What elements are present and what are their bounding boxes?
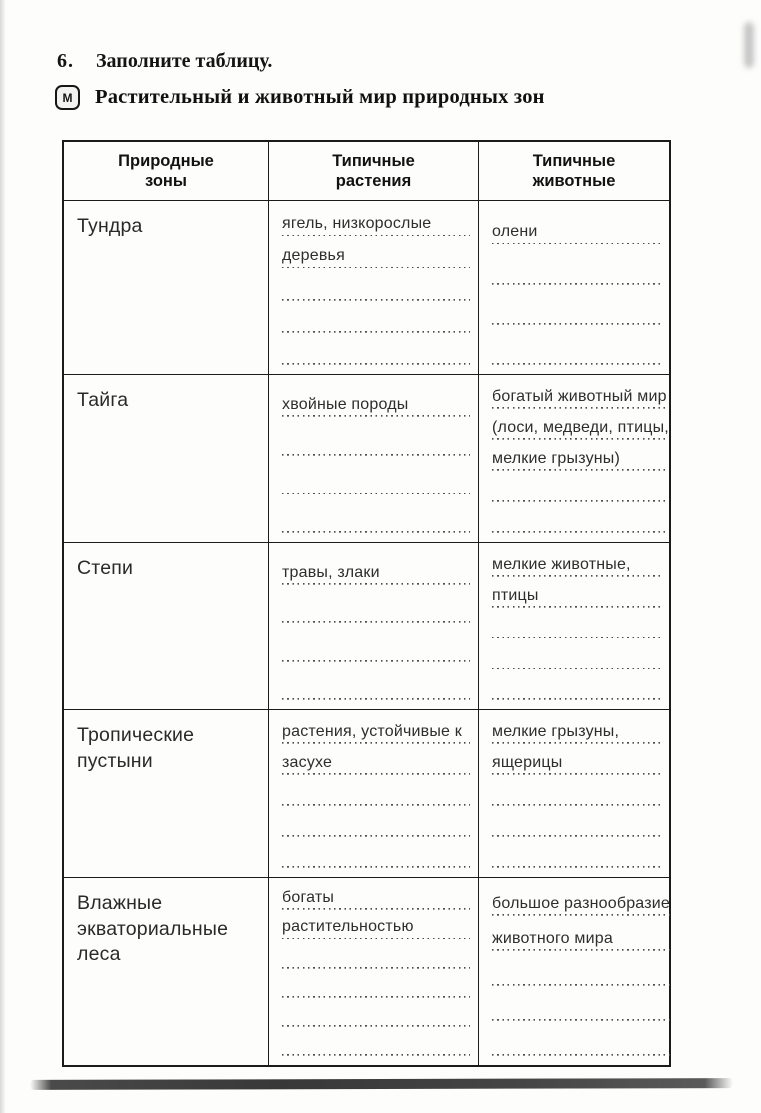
answer-text: деревья xyxy=(282,247,345,265)
plants-cell xyxy=(269,201,479,374)
answer-text: животного мира xyxy=(492,930,613,947)
dotted-answer-line xyxy=(492,638,661,669)
answer-text: засухе xyxy=(282,754,333,771)
dotted-answer-line xyxy=(282,456,470,495)
dotted-answer-line xyxy=(282,333,470,365)
dotted-answer-line xyxy=(492,1021,670,1056)
dotted-answer-line xyxy=(282,998,470,1027)
dotted-answer-line xyxy=(282,268,470,300)
answer-text: (лоси, медведи, птицы, xyxy=(492,419,669,436)
dotted-answer-line xyxy=(282,204,470,236)
dotted-answer-line xyxy=(492,204,661,244)
plants-lines xyxy=(269,878,478,1065)
dotted-answer-line xyxy=(492,951,670,986)
dotted-answer-line xyxy=(492,546,661,577)
dotted-answer-line xyxy=(282,236,470,268)
plants-lines xyxy=(269,710,478,877)
answer-text: большое разнообразие xyxy=(492,895,670,912)
animals-lines xyxy=(479,543,669,709)
column-header-zones-label: Природные зоны xyxy=(118,151,214,190)
animals-lines xyxy=(479,878,678,1065)
answer-text: олени xyxy=(492,223,538,241)
table-row-taiga xyxy=(64,375,669,543)
dotted-answer-line xyxy=(492,775,661,806)
animals-lines xyxy=(479,375,677,542)
column-header-zones xyxy=(64,142,269,200)
animals-cell xyxy=(479,878,669,1065)
task-line xyxy=(57,50,272,73)
dotted-answer-line xyxy=(492,881,670,916)
task-instruction: Заполните таблицу. xyxy=(96,50,273,72)
answer-text: богаты xyxy=(282,889,335,907)
dotted-answer-line xyxy=(492,378,669,409)
dotted-answer-line xyxy=(282,417,470,456)
scan-artifact-left-edge xyxy=(0,0,6,1113)
plants-lines xyxy=(269,543,478,709)
dotted-answer-line xyxy=(492,744,661,775)
table-title: Растительный и животный мир природных зон xyxy=(95,86,545,108)
zone-name-cell: Тундра xyxy=(64,201,269,374)
column-header-animals-label: Типичные животные xyxy=(532,151,616,190)
animals-cell xyxy=(479,710,669,877)
scan-artifact-right-smudge xyxy=(744,22,754,68)
dotted-answer-line xyxy=(282,378,470,417)
scan-artifact-bottom-strip xyxy=(30,1078,733,1090)
plants-cell xyxy=(269,710,479,877)
plants-cell xyxy=(269,878,479,1065)
dotted-answer-line xyxy=(492,608,661,639)
answer-text: хвойные породы xyxy=(282,395,409,413)
animals-lines xyxy=(479,710,669,877)
dotted-answer-line xyxy=(282,939,470,968)
dotted-answer-line xyxy=(492,502,669,533)
column-header-plants-label: Типичные растения xyxy=(332,151,415,190)
answer-text: мелкие животные, xyxy=(492,555,631,573)
dotted-answer-line xyxy=(492,806,661,837)
dotted-answer-line xyxy=(492,916,670,951)
dotted-answer-line xyxy=(282,546,470,585)
plants-cell xyxy=(269,543,479,709)
table-row-tropical-deserts xyxy=(64,710,669,878)
answer-text: растительностью xyxy=(282,918,414,936)
dotted-answer-line xyxy=(492,409,669,440)
dotted-answer-line xyxy=(282,662,470,701)
dotted-answer-line xyxy=(492,577,661,608)
table-row-tundra xyxy=(64,201,669,375)
dotted-answer-line xyxy=(492,986,670,1021)
dotted-answer-line xyxy=(492,244,661,284)
workbook-marker-icon: М xyxy=(55,85,80,110)
zone-name-cell: Влажные экваториальные леса xyxy=(64,878,269,1065)
dotted-answer-line xyxy=(282,837,470,868)
answer-text: растения, устойчивые к xyxy=(282,723,462,740)
task-number: 6. xyxy=(57,50,74,72)
zone-name-cell: Степи xyxy=(64,543,269,709)
answer-text: травы, злаки xyxy=(282,563,380,581)
plants-cell xyxy=(269,375,479,542)
table-row-equatorial-forests xyxy=(64,878,669,1065)
dotted-answer-line xyxy=(492,713,661,744)
zones-table xyxy=(62,140,671,1067)
dotted-answer-line xyxy=(282,881,470,910)
dotted-answer-line xyxy=(492,471,669,502)
dotted-answer-line xyxy=(282,1027,470,1056)
dotted-answer-line xyxy=(282,744,470,775)
dotted-answer-line xyxy=(282,910,470,939)
zone-name-cell: Тайга xyxy=(64,375,269,542)
dotted-answer-line xyxy=(492,669,661,700)
plants-lines xyxy=(269,375,478,542)
dotted-answer-line xyxy=(492,837,661,868)
animals-cell xyxy=(479,201,669,374)
answer-text: ящерицы xyxy=(492,754,563,771)
dotted-answer-line xyxy=(282,806,470,837)
animals-cell xyxy=(479,375,669,542)
plants-lines xyxy=(269,201,478,374)
animals-lines xyxy=(479,201,669,374)
dotted-answer-line xyxy=(492,440,669,471)
zone-name-cell: Тропические пустыни xyxy=(64,710,269,877)
answer-text: мелкие грызуны) xyxy=(492,450,621,467)
dotted-answer-line xyxy=(282,494,470,533)
answer-text: птицы xyxy=(492,586,539,604)
table-row-steppe xyxy=(64,543,669,710)
answer-text: ягель, низкорослые xyxy=(282,215,432,233)
answer-text: богатый животный мир xyxy=(492,388,667,405)
dotted-answer-line xyxy=(282,623,470,662)
animals-cell xyxy=(479,543,669,709)
dotted-answer-line xyxy=(282,585,470,624)
dotted-answer-line xyxy=(282,775,470,806)
table-header-row xyxy=(64,142,669,201)
dotted-answer-line xyxy=(492,325,661,365)
dotted-answer-line xyxy=(282,969,470,998)
dotted-answer-line xyxy=(492,285,661,325)
answer-text: мелкие грызуны, xyxy=(492,723,620,740)
title-line xyxy=(55,85,545,110)
dotted-answer-line xyxy=(282,301,470,333)
dotted-answer-line xyxy=(282,713,470,744)
column-header-plants xyxy=(269,142,479,200)
column-header-animals xyxy=(479,142,669,200)
